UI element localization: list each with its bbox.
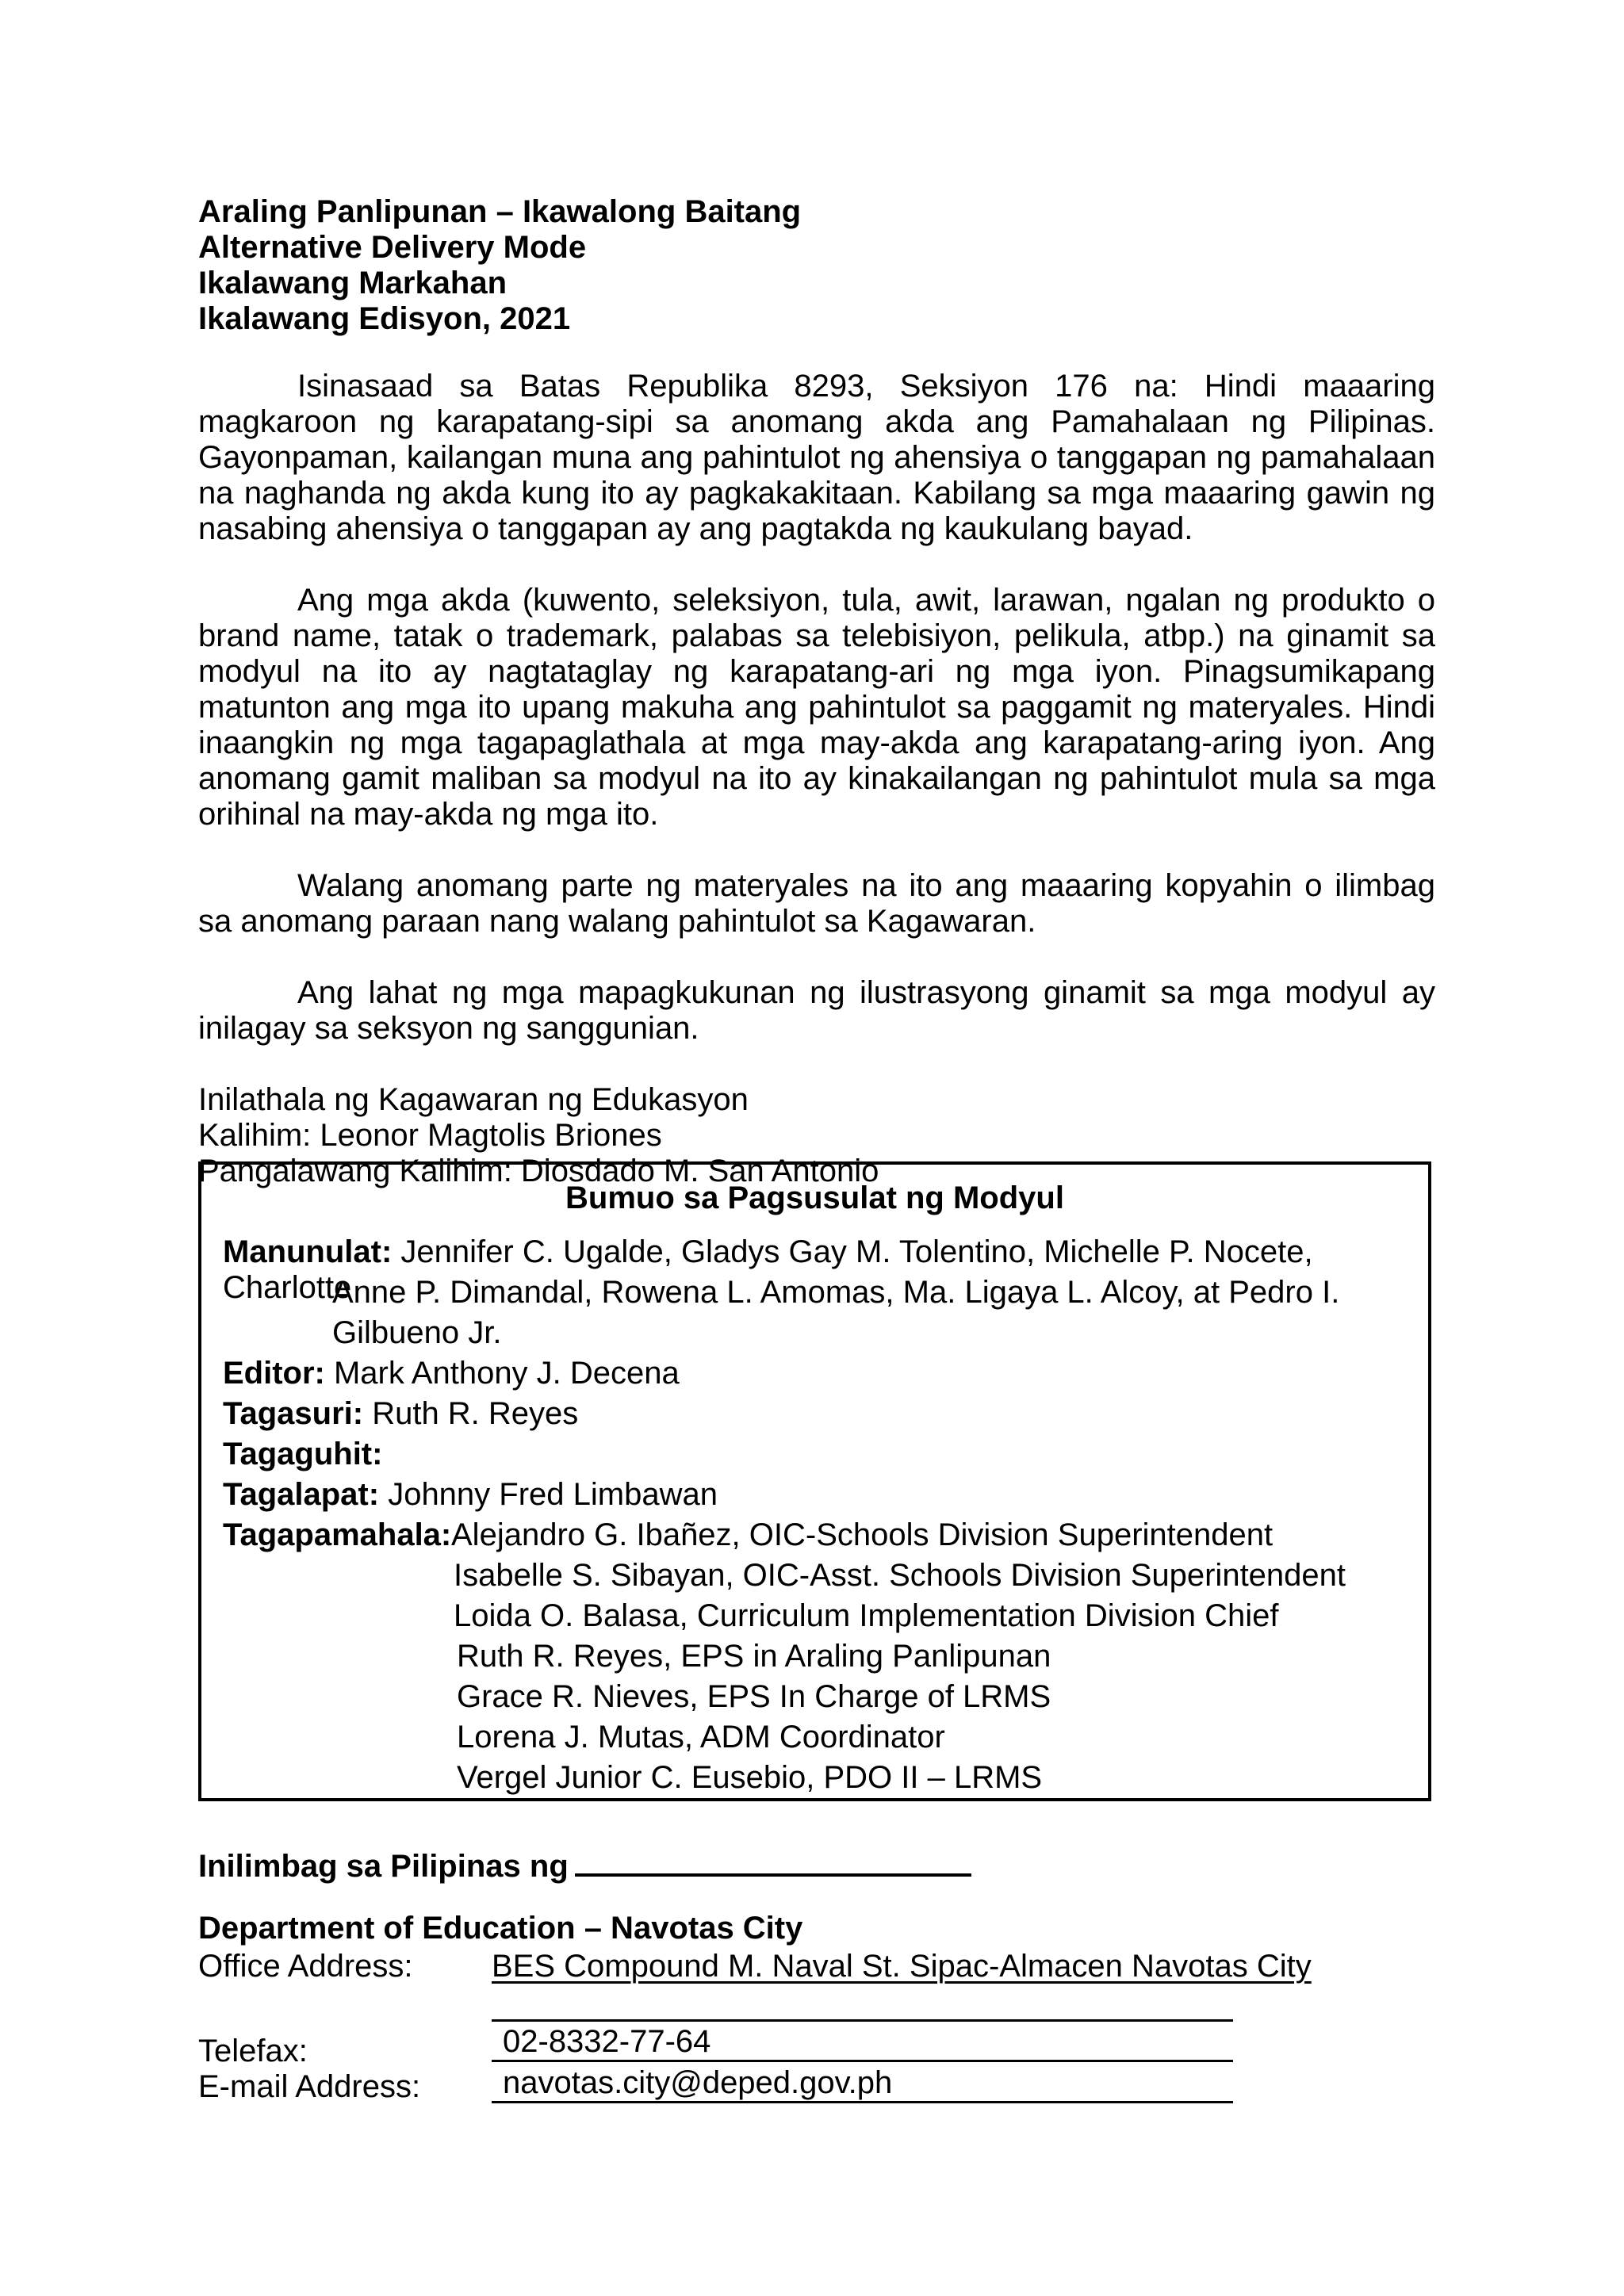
email-field bbox=[492, 2065, 1233, 2103]
tagapamahala-line: Tagapamahala: bbox=[223, 1517, 452, 1552]
secretary-line: Kalihim: Leonor Magtolis Briones bbox=[198, 1118, 662, 1153]
manunulat-line: Manunulat: Jennifer C. Ugalde, Gladys Gay M. Tolentino, Michelle P. Nocete, Charlotte bbox=[223, 1234, 1313, 1305]
tagapamahala-entry: Isabelle S. Sibayan, OIC-Asst. Schools Division Superintendent bbox=[454, 1558, 1346, 1593]
email-value: navotas.city@deped.gov.ph bbox=[503, 2065, 893, 2100]
trademark-paragraph: Ang mga akda (kuwento, seleksiyon, tula, awit, larawan, ngalan ng produkto o brand name, tatak o trademark, palabas sa telebisiyon, pelikula, atbp.) na ginamit sa modyul na ito ay nagtataglay ng karapatang-ari ng mga iyon. Pinagsumikapang matunton ang mga ito upang makuha ang pahintulot sa paggamit ng materyales. Hindi inaangkin ng mga tagapaglathala at mga may-akda ang karapatang-aring iyon. Ang anomang gamit maliban sa modyul na ito ay kinakailangan ng pahintulot mula sa mga orihinal na may-akda ng mga ito. bbox=[198, 583, 1435, 832]
heading-mode: Alternative Delivery Mode bbox=[198, 230, 587, 265]
tagapamahala-entry: Ruth R. Reyes, EPS in Araling Panlipunan bbox=[457, 1639, 1051, 1674]
editor-line: Editor: Mark Anthony J. Decena bbox=[223, 1356, 680, 1391]
tagapamahala-entry: Grace R. Nieves, EPS In Charge of LRMS bbox=[457, 1679, 1051, 1714]
heading-edition: Ikalawang Edisyon, 2021 bbox=[198, 301, 571, 336]
printed-in-line: Inilimbag sa Pilipinas ng bbox=[198, 1843, 971, 1885]
document-heading bbox=[198, 194, 1435, 337]
office-address-label: Office Address: bbox=[198, 1949, 413, 1984]
publisher-line: Inilathala ng Kagawaran ng Edukasyon bbox=[198, 1082, 749, 1117]
tagapamahala-entry: Lorena J. Mutas, ADM Coordinator bbox=[457, 1720, 945, 1755]
telefax-field bbox=[492, 2024, 1233, 2062]
credits-title: Bumuo sa Pagsusulat ng Modyul bbox=[565, 1181, 1064, 1215]
reproduction-paragraph: Walang anomang parte ng materyales na ito ang maaaring kopyahin o ilimbag sa anomang paraan nang walang pahintulot sa Kagawaran. bbox=[198, 868, 1435, 939]
printer-blank bbox=[575, 1843, 971, 1877]
tagalapat-line: Tagalapat: Johnny Fred Limbawan bbox=[223, 1477, 718, 1512]
copyright-paragraph: Isinasaad sa Batas Republika 8293, Seksiyon 176 na: Hindi maaaring magkaroon ng karapatang-sipi sa anomang akda ang Pamahalaan ng Pilipinas. Gayonpaman, kailangan muna ang pahintulot ng ahensiya o tanggapan ng pamahalaan na naghanda ng akda kung ito ay pagkakakitaan. Kabilang sa mga maaaring gawin ng nasabing ahensiya o tanggapan ay ang pagtakda ng kaukulang bayad. bbox=[198, 369, 1435, 546]
division-name: Department of Education – Navotas City bbox=[198, 1911, 803, 1946]
email-label: E-mail Address: bbox=[198, 2069, 421, 2104]
manunulat-cont: Anne P. Dimandal, Rowena L. Amomas, Ma. Ligaya L. Alcoy, at Pedro I. bbox=[332, 1275, 1340, 1310]
telefax-label: Telefax: bbox=[198, 2034, 308, 2068]
heading-subject: Araling Panlipunan – Ikawalong Baitang bbox=[198, 194, 802, 229]
tagapamahala-entry: Vergel Junior C. Eusebio, PDO II – LRMS bbox=[457, 1760, 1043, 1795]
tagapamahala-entry: Loida O. Balasa, Curriculum Implementation Division Chief bbox=[454, 1598, 1279, 1633]
address-extra-line bbox=[492, 1988, 1233, 2022]
credits-box bbox=[198, 1161, 1431, 1801]
illustration-paragraph: Ang lahat ng mga mapagkukunan ng ilustrasyong ginamit sa mga modyul ay inilagay sa seksyon ng sanggunian. bbox=[198, 975, 1435, 1046]
manunulat-cont: Gilbueno Jr. bbox=[332, 1315, 502, 1350]
tagapamahala-entry: Alejandro G. Ibañez, OIC-Schools Division Superintendent bbox=[451, 1517, 1274, 1552]
front-matter bbox=[198, 194, 1435, 1189]
tagasuri-line: Tagasuri: Ruth R. Reyes bbox=[223, 1396, 579, 1431]
heading-quarter: Ikalawang Markahan bbox=[198, 266, 508, 300]
undersecretary-line: Pangalawang Kalihim: Diosdado M. San Antonio bbox=[198, 1154, 879, 1188]
office-address-value: BES Compound M. Naval St. Sipac-Almacen Navotas City bbox=[492, 1949, 1312, 1984]
telefax-value: 02-8332-77-64 bbox=[503, 2024, 711, 2059]
tagaguhit-line: Tagaguhit: bbox=[223, 1437, 383, 1471]
